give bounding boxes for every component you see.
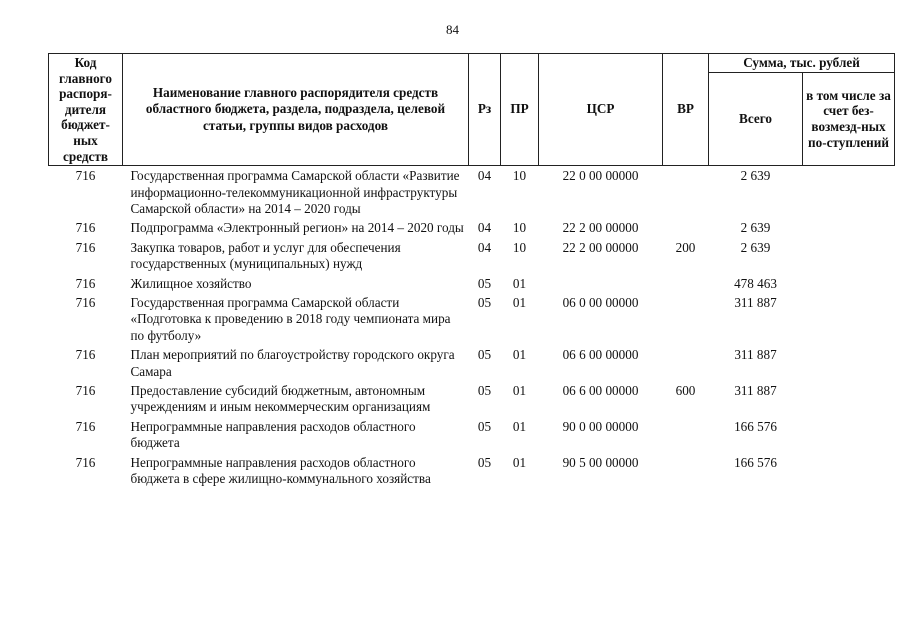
header-code: Код главного распоря-дителя бюджет-ных средств	[49, 54, 123, 166]
cell-total: 166 576	[734, 418, 777, 434]
cell-vr	[663, 292, 709, 344]
cell-code: 716	[75, 347, 96, 363]
cell-csr: 06 0 00 00000	[562, 295, 639, 310]
header-name: Наименование главного распорядителя средств областного бюджета, раздела, подраздела, целевой статьи, группы видов расходов	[123, 54, 469, 166]
table-row	[49, 237, 895, 273]
header-pr: ПР	[501, 54, 539, 166]
cell-code: 716	[75, 168, 96, 184]
table-row	[49, 217, 895, 236]
cell-vr	[663, 217, 709, 236]
cell-rz: 04	[477, 168, 492, 184]
header-total: Всего	[709, 73, 803, 166]
cell-code: 716	[75, 295, 96, 310]
cell-total: 311 887	[734, 347, 777, 363]
cell-csr: 06 6 00 00000	[562, 383, 639, 399]
cell-code: 716	[75, 454, 96, 470]
cell-pr: 10	[512, 220, 527, 236]
cell-csr: 22 0 00 00000	[562, 168, 639, 184]
cell-total: 478 463	[734, 275, 777, 291]
cell-name: Подпрограмма «Электронный регион» на 2014 – 2020 годы	[130, 220, 464, 236]
cell-total: 2 639	[740, 220, 771, 236]
cell-bez	[803, 273, 895, 292]
cell-name: Закупка товаров, работ и услуг для обеспечения государственных (муниципальных) нужд	[130, 239, 401, 272]
cell-bez	[803, 344, 895, 380]
cell-code: 716	[75, 239, 96, 255]
header-sum: Сумма, тыс. рублей	[709, 54, 895, 73]
cell-name: Государственная программа Самарской области «Подготовка к проведению в 2018 году чемпионата мира по футболу»	[130, 295, 451, 343]
cell-vr	[663, 344, 709, 380]
cell-rz: 05	[477, 275, 492, 291]
cell-vr	[663, 452, 709, 488]
table-row	[49, 452, 895, 488]
cell-bez	[803, 416, 895, 452]
cell-code: 716	[75, 220, 96, 236]
table-row	[49, 380, 895, 416]
header-csr: ЦСР	[539, 54, 663, 166]
cell-total: 311 887	[734, 295, 777, 310]
budget-table	[48, 53, 895, 487]
cell-total: 166 576	[734, 454, 777, 470]
cell-code: 716	[75, 275, 96, 291]
cell-vr: 200	[675, 239, 696, 255]
header-rz: Рз	[469, 54, 501, 166]
cell-rz: 05	[477, 383, 492, 399]
cell-bez	[803, 452, 895, 488]
cell-rz: 05	[477, 295, 492, 310]
cell-name: Предоставление субсидий бюджетным, автономным учреждениям и иным некоммерческим организациям	[130, 383, 431, 415]
cell-csr: 22 2 00 00000	[562, 220, 639, 236]
cell-name: Государственная программа Самарской области «Развитие информационно-телекоммуникационной инфраструктуры Самарской области» на 2014 – 2020 годы	[130, 168, 460, 216]
cell-vr	[663, 273, 709, 292]
cell-pr: 01	[512, 295, 527, 310]
cell-csr	[539, 273, 663, 292]
cell-vr	[663, 416, 709, 452]
cell-bez	[803, 166, 895, 218]
cell-rz: 05	[477, 347, 492, 363]
cell-pr: 10	[512, 239, 527, 255]
header-bezvozmezd: в том числе за счет без-возмезд-ных по-ступлений	[803, 73, 895, 166]
page-number: 84	[446, 22, 459, 37]
cell-code: 716	[75, 383, 96, 399]
cell-bez	[803, 237, 895, 273]
table-row	[49, 344, 895, 380]
cell-pr: 01	[512, 454, 527, 470]
table-row	[49, 416, 895, 452]
table-row	[49, 292, 895, 344]
table-row	[49, 166, 895, 218]
header-vr: ВР	[663, 54, 709, 166]
cell-vr: 600	[675, 383, 696, 399]
cell-vr	[663, 166, 709, 218]
cell-rz: 04	[477, 239, 492, 255]
cell-pr: 01	[512, 418, 527, 434]
cell-csr: 06 6 00 00000	[562, 347, 639, 363]
cell-total: 2 639	[740, 239, 771, 255]
cell-csr: 22 2 00 00000	[562, 239, 639, 255]
cell-name: Непрограммные направления расходов областного бюджета в сфере жилищно-коммунального хозяйства	[130, 454, 431, 487]
table-row	[49, 273, 895, 292]
cell-name: Жилищное хозяйство	[130, 275, 252, 291]
cell-name: План мероприятий по благоустройству городского округа Самара	[130, 347, 455, 379]
cell-rz: 05	[477, 454, 492, 470]
cell-total: 2 639	[740, 168, 771, 184]
cell-bez	[803, 217, 895, 236]
cell-pr: 10	[512, 168, 527, 184]
cell-rz: 04	[477, 220, 492, 236]
cell-name: Непрограммные направления расходов областного бюджета	[130, 418, 416, 451]
cell-total: 311 887	[734, 383, 777, 399]
cell-rz: 05	[477, 418, 492, 434]
cell-bez	[803, 380, 895, 416]
cell-csr: 90 0 00 00000	[562, 418, 639, 434]
cell-csr: 90 5 00 00000	[562, 454, 639, 470]
cell-pr: 01	[512, 383, 527, 399]
cell-code: 716	[75, 418, 96, 434]
cell-pr: 01	[512, 275, 527, 291]
cell-bez	[803, 292, 895, 344]
cell-pr: 01	[512, 347, 527, 363]
